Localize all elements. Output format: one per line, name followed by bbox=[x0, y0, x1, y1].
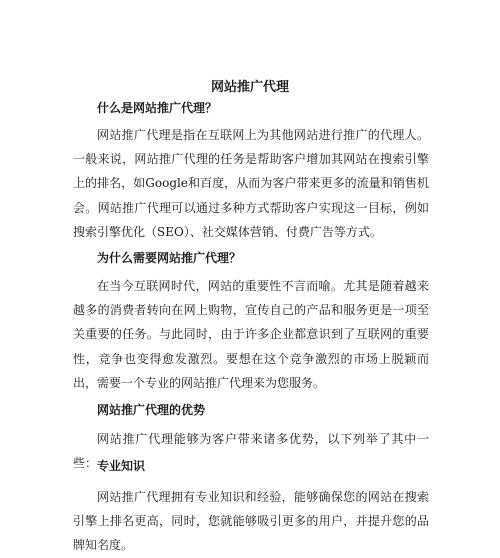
section-paragraph-why-need: 在当今互联网时代，网站的重要性不言而喻。尤其是随着越来越多的消费者转向在网上购物，宣传自己的产品和服务更是一项至关重要的任务。与此同时，由于许多企业都意识到了互联网的重要性，竞争也变得愈发激烈。要想在这个竞争激烈的市场上脱颖而出，需要一个专业的网站推广代理来为您服务。 bbox=[73, 279, 429, 390]
section-paragraph-what-is: 网站推广代理是指在互联网上为其他网站进行推广的代理人。一般来说，网站推广代理的任务是帮助客户增加其网站在搜索引擎上的排名，如Google和百度，从而为客户带来更多的流量和销售机会。网站推广代理可以通过多种方式帮助客户实现这一目标，例如搜索引擎优化（SEO）、社交媒体营销、付费广告等方式。 bbox=[73, 128, 429, 239]
section-paragraph-advantages: 网站推广代理能够为客户带来诸多优势，以下列举了其中一些： bbox=[73, 432, 429, 471]
section-paragraph-expertise: 网站推广代理拥有专业知识和经验，能够确保您的网站在搜索引擎上排名更高，同时，您就能够吸引更多的用户，并提升您的品牌知名度。 bbox=[73, 490, 429, 553]
document-title: 网站推广代理 bbox=[210, 80, 289, 95]
section-heading-what-is: 什么是网站推广代理？ bbox=[97, 101, 218, 115]
section-heading-why-need: 为什么需要网站推广代理？ bbox=[97, 251, 242, 265]
section-heading-expertise: 专业知识 bbox=[97, 459, 146, 473]
section-heading-advantages: 网站推广代理的优势 bbox=[97, 403, 206, 417]
